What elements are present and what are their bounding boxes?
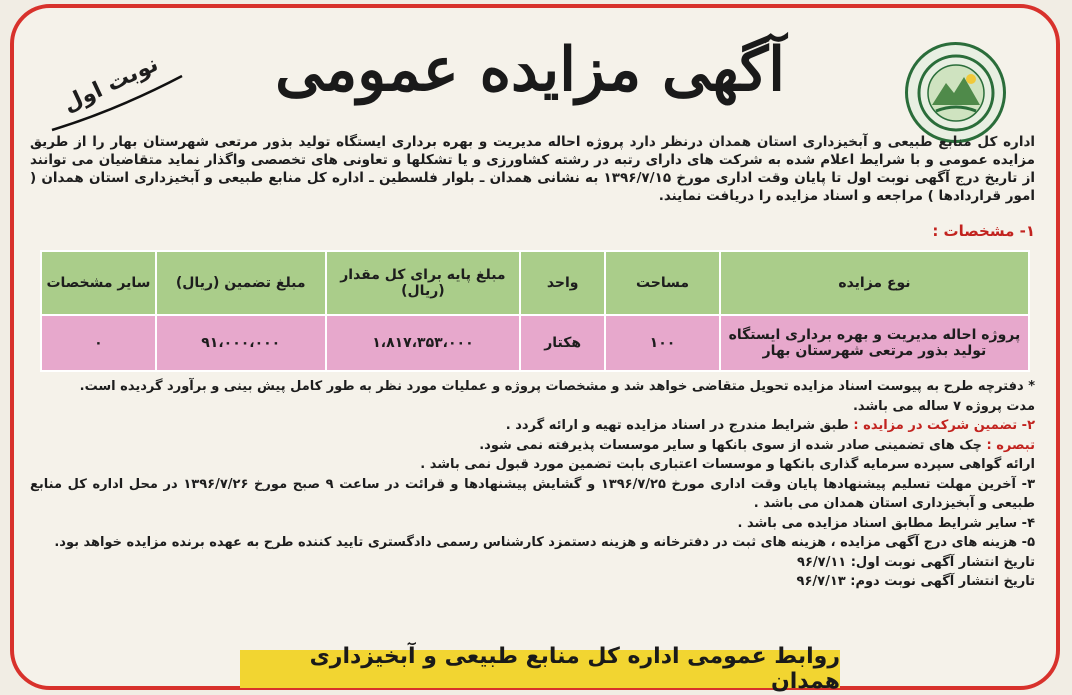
note-line: * دفترچه طرح به پیوست اسناد مزایده تحویل متقاضی خواهد شد و مشخصات پروژه و عملیات مورد نظر به طور کامل پیش بینی و برآورد گردیده است. [79, 379, 1035, 394]
cell-guarantee: ۹۱،۰۰۰،۰۰۰ [156, 315, 326, 371]
round-underline-icon [22, 48, 212, 143]
cell-unit: هکتار [520, 315, 605, 371]
header-other: سایر مشخصات [41, 251, 156, 315]
publication-second-date: ۹۶/۷/۱۳ [796, 574, 846, 589]
header-area: مساحت [605, 251, 720, 315]
cell-other: ٠ [41, 315, 156, 371]
intro-text: پروژه احاله مدیریت و بهره برداری ایستگاه تولید بذور مرتعی شهرستان بهار را از طریق مزایده عمومی و با شرایط اعلام شده به شرکت های دارای رتبه در رشته کشاورزی و یا تشکلها و تعاونی های تخصصی واگذار نماید متقاضیان می توانند از تاریخ درج آگهی نوبت اول تا پایان وقت اداری مورخ ۱۳۹۶/۷/۱۵ به نشانی همدان ـ بلوار فلسطین ـ اداره کل منابع طبیعی و آبخیزداری استان همدان ( امور قراردادها ) مراجعه و اسناد مزایده را دریافت نمایند. [30, 134, 1035, 204]
section-guarantee [30, 416, 1035, 436]
section-specs-label: ۱- مشخصات : [932, 222, 1035, 240]
tabsare-label: تبصره : [986, 437, 1035, 453]
notice-body [30, 377, 1035, 592]
section-costs: ۵- هزینه های درج آگهی مزایده ، هزینه های ثبت در دفترخانه و هزینه دستمزد کارشناس رسمی دادگستری تایید کننده طرح به عهده برنده مزایده خواهد بود. [54, 535, 1035, 550]
natural-resources-emblem-icon [905, 42, 1006, 143]
section-guarantee-label: ۲- تضمین شرکت در مزایده : [853, 418, 1035, 433]
agency-highlight: اداره کل منابع طبیعی و آبخیزداری استان همدان درنظر دارد [629, 134, 1036, 150]
round-badge [22, 48, 212, 143]
section-deadline: ۳- آخرین مهلت تسلیم پیشنهادها پایان وقت اداری مورخ ۱۳۹۶/۷/۲۵ و گشایش پیشنهادها و قرائت در ساعت ۹ صبح مورخ ۱۳۹۶/۷/۲۶ در محل اداره کل منابع طبیعی و آبخیزداری استان همدان می باشد . [30, 476, 1036, 511]
publication-first [30, 553, 1035, 573]
specs-table [40, 250, 1030, 372]
header-base-price: مبلغ پایه برای کل مقدار (ریال) [326, 251, 521, 315]
section-conditions: ۴- سایر شرایط مطابق اسناد مزایده می باشد . [737, 515, 1035, 531]
publication-first-date: ۹۶/۷/۱۱ [797, 554, 847, 570]
table-row [41, 315, 1029, 371]
cell-base-price: ۱،۸۱۷،۳۵۳،۰۰۰ [326, 315, 521, 371]
footer-public-relations: روابط عمومی اداره کل منابع طبیعی و آبخیزداری همدان [240, 650, 840, 688]
section-guarantee-text: طبق شرایط مندرج در اسناد مزایده تهیه و ارائه گردد . [505, 418, 849, 433]
tabsare-text: چک های تضمینی صادر شده از سوی بانکها و سایر موسسات پذیرفته نمی شود. [479, 437, 982, 453]
tabsare-line-2: ارائه گواهی سپرده سرمایه گذاری بانکها و موسسات اعتباری بابت تضمین مورد قبول نمی باشد . [420, 457, 1035, 472]
duration-line: مدت پروژه ۷ ساله می باشد. [852, 398, 1035, 414]
cell-type: پروژه احاله مدیریت و بهره برداری ایستگاه تولید بذور مرتعی شهرستان بهار [720, 315, 1029, 371]
header-unit: واحد [520, 251, 605, 315]
publication-second [30, 572, 1035, 592]
header-type: نوع مزایده [720, 251, 1029, 315]
round-label: نوبت اول [59, 51, 163, 118]
tabsare-line [30, 436, 1035, 456]
publication-first-label: تاریخ انتشار آگهی نوبت اول: [850, 554, 1035, 570]
intro-paragraph [30, 133, 1035, 205]
header-guarantee: مبلغ تضمین (ریال) [156, 251, 326, 315]
notice-title: آگهی مزایده عمومی [275, 35, 785, 105]
cell-area: ۱۰۰ [605, 315, 720, 371]
table-header-row [41, 251, 1029, 315]
publication-second-label: تاریخ انتشار آگهی نوبت دوم: [850, 574, 1035, 589]
